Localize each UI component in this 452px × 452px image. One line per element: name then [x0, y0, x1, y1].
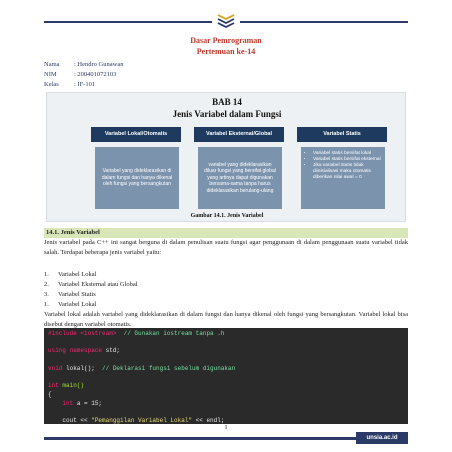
local-variable-description: Variabel yang dideklarasikan di dalam fungsi dan hanya dikenal oleh fungsi yang bersangkutan — [95, 147, 179, 209]
header-global-variable: Variabel Eksternal/Global — [194, 127, 284, 142]
code-block — [44, 328, 408, 424]
list-item: 1. Variabel Lokal — [44, 271, 97, 278]
student-info — [44, 60, 123, 90]
static-variable-description — [301, 147, 385, 209]
header-static-variable: Variabel Statis — [297, 127, 387, 142]
global-variable-description: variabel yang dideklarasikan diluar fungsi yang bersifat global yang artinya dapat digunakan bersama-sama tanpa harus dideklarasikan berulang-ulang — [198, 147, 282, 209]
header-local-variable: Variabel Lokal/Otomatis — [91, 127, 181, 142]
code-line: cout << "Pemanggilan Variabel Lokal" << endl; — [62, 417, 225, 424]
static-item: • Variabel statis bersifat lokal — [313, 151, 381, 157]
variable-type-list — [44, 270, 138, 310]
code-line: int a = 15; — [62, 399, 103, 407]
static-item: • Jika variabel statis tidak diinisialisasi maka otomatis diberikan nilai awal = 0 — [313, 163, 381, 181]
info-row-class: Kelas : IF-101 — [44, 81, 96, 88]
code-line: { — [48, 390, 52, 398]
code-line: #include <iostream> // Gunakan iostream tanpa .h — [48, 330, 225, 337]
code-line: using namespace std; — [48, 347, 121, 355]
footer-bar — [44, 432, 408, 444]
site-link[interactable]: unsia.ac.id — [356, 432, 408, 444]
info-row-nim: NIM : 200401072103 — [44, 71, 117, 78]
variable-types-figure — [46, 92, 406, 222]
university-logo-icon — [212, 12, 240, 30]
list-item: 2. Variabel Eksternal atau Global — [44, 281, 138, 288]
footer-line — [44, 437, 360, 440]
info-row-name: Nama : Hendro Gunawan — [44, 61, 124, 68]
header-bar — [44, 16, 408, 28]
course-title: Dasar Pemrograman — [190, 36, 262, 45]
chapter-number: BAB 14 — [212, 97, 242, 107]
intro-paragraph: Jenis variabel pada C++ ini sangat berguna di dalam penulisan suatu fungsi agar penggunaan di dalam penggunaan suatu variabel tidak salah. Terdapat beberapa jenis variabel yaitu: — [44, 239, 408, 256]
section-heading: 14.1. Jenis Variabel — [44, 228, 408, 238]
local-variable-paragraph: Variabel lokal adalah variabel yang dideklarasikan di dalam fungsi dan hanya dikenal oleh fungsi yang bersangkutan. Variabel lokal bisa disebut dengan variabel otomatis. — [44, 311, 408, 328]
list-item: 3. Variabel Statis — [44, 291, 96, 298]
meeting-title: Pertemuan ke-14 — [196, 47, 256, 56]
static-item: • Variabel statis bersifat eksternal — [313, 157, 381, 163]
page-number: 1 — [224, 424, 228, 431]
figure-caption: Gambar 14.1. Jenis Variabel — [190, 213, 264, 219]
code-line: void lokal(); // Deklarasi fungsi sebelum digunakan — [48, 364, 236, 372]
code-line: int main() — [48, 382, 85, 390]
list-item: 1. Variabel Lokal — [44, 301, 97, 308]
chapter-title: Jenis Variabel dalam Fungsi — [172, 109, 282, 119]
